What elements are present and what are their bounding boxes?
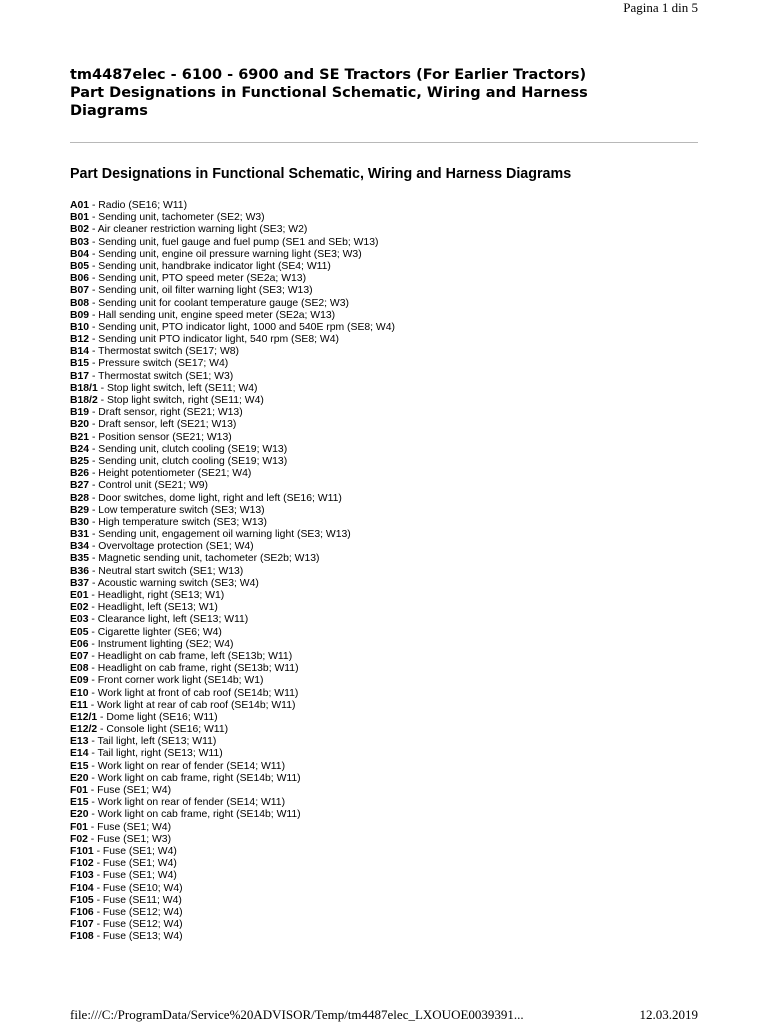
part-description: - Sending unit, fuel gauge and fuel pump (SE1 and SEb; W13) [89, 236, 379, 248]
part-description: - Cigarette lighter (SE6; W4) [88, 626, 222, 638]
list-item [70, 870, 395, 882]
part-code: B36 [70, 565, 90, 577]
part-code: F01 [70, 821, 88, 833]
list-item [70, 346, 395, 358]
part-description: - Fuse (SE12; W4) [93, 919, 183, 931]
part-description: - Tail light, left (SE13; W11) [88, 736, 217, 748]
list-item [70, 444, 395, 456]
part-description: - Console light (SE16; W11) [97, 724, 229, 736]
part-description: - Thermostat switch (SE17; W8) [89, 346, 239, 358]
list-item [70, 675, 395, 687]
part-description: - Sending unit for coolant temperature gauge (SE2; W3) [89, 297, 349, 309]
list-item [70, 931, 395, 943]
part-code: B35 [70, 553, 90, 565]
part-code: E15 [70, 797, 89, 809]
list-item [70, 809, 395, 821]
part-description: - Sending unit PTO indicator light, 540 rpm (SE8; W4) [89, 334, 339, 346]
list-item [70, 797, 395, 809]
part-code: E13 [70, 736, 89, 748]
part-description: - Work light at front of cab roof (SE14b; W11) [88, 687, 299, 699]
part-code: E11 [70, 699, 88, 711]
part-code: B20 [70, 419, 90, 431]
part-code: F107 [70, 919, 94, 931]
part-code: E12/2 [70, 724, 98, 736]
part-description: - Radio (SE16; W11) [89, 200, 188, 211]
part-description: - Acoustic warning switch (SE3; W4) [89, 577, 259, 589]
list-item [70, 578, 395, 590]
part-code: F01 [70, 785, 88, 796]
list-item [70, 773, 395, 785]
part-description: - Sending unit, engine oil pressure warning light (SE3; W3) [89, 248, 362, 260]
list-item [70, 858, 395, 870]
document-title-line: Part Designations in Functional Schematic, Wiring and Harness [70, 85, 588, 101]
list-item [70, 395, 395, 407]
horizontal-divider [70, 142, 698, 143]
part-code: B02 [70, 224, 90, 236]
list-item [70, 517, 395, 529]
part-description: - Dome light (SE16; W11) [97, 711, 218, 723]
part-description: - Thermostat switch (SE1; W3) [89, 370, 234, 382]
part-description: - Headlight on cab frame, right (SE13b; W11) [88, 663, 299, 675]
list-item [70, 822, 395, 834]
list-item [70, 736, 395, 748]
list-item [70, 627, 395, 639]
part-code: B12 [70, 334, 90, 346]
part-code: E15 [70, 760, 89, 772]
list-item [70, 310, 395, 322]
list-item [70, 846, 395, 858]
part-description: - Fuse (SE1; W4) [87, 785, 172, 796]
list-item [70, 200, 395, 212]
document-title-line: tm4487elec - 6100 - 6900 and SE Tractors (For Earlier Tractors) [70, 67, 587, 83]
part-description: - Tail light, right (SE13; W11) [88, 748, 223, 760]
part-description: - Draft sensor, right (SE21; W13) [89, 407, 243, 419]
part-code: B05 [70, 260, 90, 272]
list-item [70, 590, 395, 602]
part-description: - High temperature switch (SE3; W13) [89, 516, 267, 528]
list-item [70, 371, 395, 383]
part-code: A01 [70, 200, 90, 211]
part-description: - Hall sending unit, engine speed meter (SE2a; W13) [89, 309, 336, 321]
part-description: - Fuse (SE1; W4) [93, 870, 177, 882]
part-description: - Fuse (SE10; W4) [93, 882, 183, 894]
part-description: - Position sensor (SE21; W13) [89, 431, 232, 443]
list-item [70, 261, 395, 273]
parts-list [70, 200, 395, 943]
part-code: B04 [70, 248, 90, 260]
part-description: - Neutral start switch (SE1; W13) [89, 565, 244, 577]
part-description: - Fuse (SE1; W4) [87, 821, 172, 833]
part-code: B19 [70, 407, 90, 419]
list-item [70, 432, 395, 444]
part-description: - Headlight, left (SE13; W1) [88, 602, 218, 614]
part-description: - Work light on rear of fender (SE14; W11) [88, 797, 286, 809]
part-code: E10 [70, 687, 89, 699]
part-code: F103 [70, 870, 94, 882]
part-code: B25 [70, 455, 90, 467]
part-code: E12/1 [70, 711, 98, 723]
list-item [70, 700, 395, 712]
list-item [70, 761, 395, 773]
part-code: F02 [70, 833, 88, 845]
part-description: - Work light on cab frame, right (SE14b; W11) [88, 809, 301, 821]
part-code: F105 [70, 894, 94, 906]
list-item [70, 663, 395, 675]
part-description: - Sending unit, clutch cooling (SE19; W13) [89, 443, 288, 455]
list-item [70, 334, 395, 346]
list-item [70, 748, 395, 760]
part-description: - Sending unit, PTO speed meter (SE2a; W13) [89, 273, 307, 285]
part-code: B07 [70, 285, 90, 297]
footer-date: 12.03.2019 [639, 1007, 698, 1022]
part-code: E20 [70, 772, 89, 784]
list-item [70, 651, 395, 663]
list-item [70, 895, 395, 907]
part-code: B26 [70, 468, 90, 480]
list-item [70, 541, 395, 553]
part-code: B18/2 [70, 395, 98, 406]
list-item [70, 285, 395, 297]
section-heading: Part Designations in Functional Schematic, Wiring and Harness Diagrams [70, 166, 572, 182]
part-description: - Fuse (SE1; W3) [87, 833, 172, 845]
list-item [70, 505, 395, 517]
part-code: E02 [70, 602, 89, 614]
part-description: - Sending unit, handbrake indicator light (SE4; W11) [89, 260, 331, 272]
part-code: B21 [70, 431, 90, 443]
list-item [70, 237, 395, 249]
part-description: - Fuse (SE1; W4) [93, 845, 177, 857]
part-code: B29 [70, 504, 90, 516]
part-code: B08 [70, 297, 90, 309]
list-item [70, 468, 395, 480]
part-code: E05 [70, 626, 89, 638]
list-item [70, 566, 395, 578]
list-item [70, 493, 395, 505]
part-description: - Fuse (SE1; W4) [93, 858, 177, 870]
part-description: - Door switches, dome light, right and left (SE16; W11) [89, 492, 342, 504]
list-item [70, 919, 395, 931]
part-code: B28 [70, 492, 90, 504]
part-description: - Fuse (SE13; W4) [93, 931, 183, 943]
part-code: E08 [70, 663, 89, 675]
part-description: - Sending unit, PTO indicator light, 1000 and 540E rpm (SE8; W4) [89, 321, 395, 333]
list-item [70, 724, 395, 736]
part-description: - Sending unit, tachometer (SE2; W3) [89, 212, 265, 224]
list-item [70, 614, 395, 626]
part-code: B37 [70, 577, 90, 589]
list-item [70, 639, 395, 651]
part-description: - Fuse (SE11; W4) [93, 894, 182, 906]
part-description: - Work light on cab frame, right (SE14b; W11) [88, 772, 301, 784]
part-code: E03 [70, 614, 89, 626]
part-description: - Draft sensor, left (SE21; W13) [89, 419, 237, 431]
list-item [70, 785, 395, 797]
part-description: - Front corner work light (SE14b; W1) [88, 675, 264, 687]
part-code: B09 [70, 309, 90, 321]
list-item [70, 273, 395, 285]
part-code: F108 [70, 931, 94, 943]
part-code: B15 [70, 358, 90, 370]
part-code: E20 [70, 809, 89, 821]
part-description: - Headlight on cab frame, left (SE13b; W11) [88, 650, 293, 662]
footer-file-path: file:///C:/ProgramData/Service%20ADVISOR/Temp/tm4487elec_LXOUOE0039391... [70, 1007, 524, 1022]
list-item [70, 529, 395, 541]
list-item [70, 212, 395, 224]
part-description: - Headlight, right (SE13; W1) [88, 590, 225, 601]
list-item [70, 407, 395, 419]
part-code: E09 [70, 675, 89, 687]
part-code: B18/1 [70, 382, 98, 394]
part-code: E06 [70, 638, 89, 650]
list-item [70, 456, 395, 468]
list-item [70, 602, 395, 614]
part-description: - Magnetic sending unit, tachometer (SE2b; W13) [89, 553, 320, 565]
part-code: B27 [70, 480, 90, 492]
part-code: B14 [70, 346, 90, 358]
list-item [70, 834, 395, 846]
list-item [70, 907, 395, 919]
part-description: - Sending unit, oil filter warning light (SE3; W13) [89, 285, 313, 297]
list-item [70, 883, 395, 895]
list-item [70, 553, 395, 565]
part-code: B17 [70, 370, 90, 382]
list-item [70, 712, 395, 724]
part-code: B06 [70, 273, 90, 285]
part-description: - Sending unit, engagement oil warning light (SE3; W13) [89, 529, 351, 541]
list-item [70, 419, 395, 431]
part-description: - Work light at rear of cab roof (SE14b; W11) [87, 699, 296, 711]
page-number: Pagina 1 din 5 [623, 0, 698, 15]
part-description: - Overvoltage protection (SE1; W4) [89, 541, 254, 553]
part-code: E01 [70, 590, 89, 601]
part-code: B31 [70, 529, 90, 541]
list-item [70, 249, 395, 261]
document-title-line: Diagrams [70, 103, 148, 119]
document-title [70, 66, 700, 120]
part-code: F101 [70, 845, 94, 857]
list-item [70, 480, 395, 492]
part-code: E07 [70, 650, 89, 662]
part-description: - Fuse (SE12; W4) [93, 906, 183, 918]
part-description: - Sending unit, clutch cooling (SE19; W13) [89, 455, 288, 467]
part-description: - Stop light switch, right (SE11; W4) [97, 395, 264, 406]
part-code: E14 [70, 748, 89, 760]
part-description: - Height potentiometer (SE21; W4) [89, 468, 252, 480]
part-description: - Pressure switch (SE17; W4) [89, 358, 229, 370]
part-code: F106 [70, 906, 94, 918]
part-code: B01 [70, 212, 90, 224]
part-description: - Stop light switch, left (SE11; W4) [97, 382, 258, 394]
part-code: B03 [70, 236, 90, 248]
part-code: B10 [70, 321, 90, 333]
list-item [70, 358, 395, 370]
list-item [70, 298, 395, 310]
part-code: B30 [70, 516, 90, 528]
part-code: F104 [70, 882, 94, 894]
part-code: B24 [70, 443, 90, 455]
list-item [70, 383, 395, 395]
list-item [70, 322, 395, 334]
part-description: - Air cleaner restriction warning light (SE3; W2) [89, 224, 308, 236]
part-description: - Work light on rear of fender (SE14; W11) [88, 760, 286, 772]
list-item [70, 688, 395, 700]
part-description: - Control unit (SE21; W9) [89, 480, 209, 492]
part-code: F102 [70, 858, 94, 870]
list-item [70, 224, 395, 236]
part-description: - Instrument lighting (SE2; W4) [88, 638, 234, 650]
part-code: B34 [70, 541, 90, 553]
part-description: - Low temperature switch (SE3; W13) [89, 504, 265, 516]
part-description: - Clearance light, left (SE13; W11) [88, 614, 249, 626]
